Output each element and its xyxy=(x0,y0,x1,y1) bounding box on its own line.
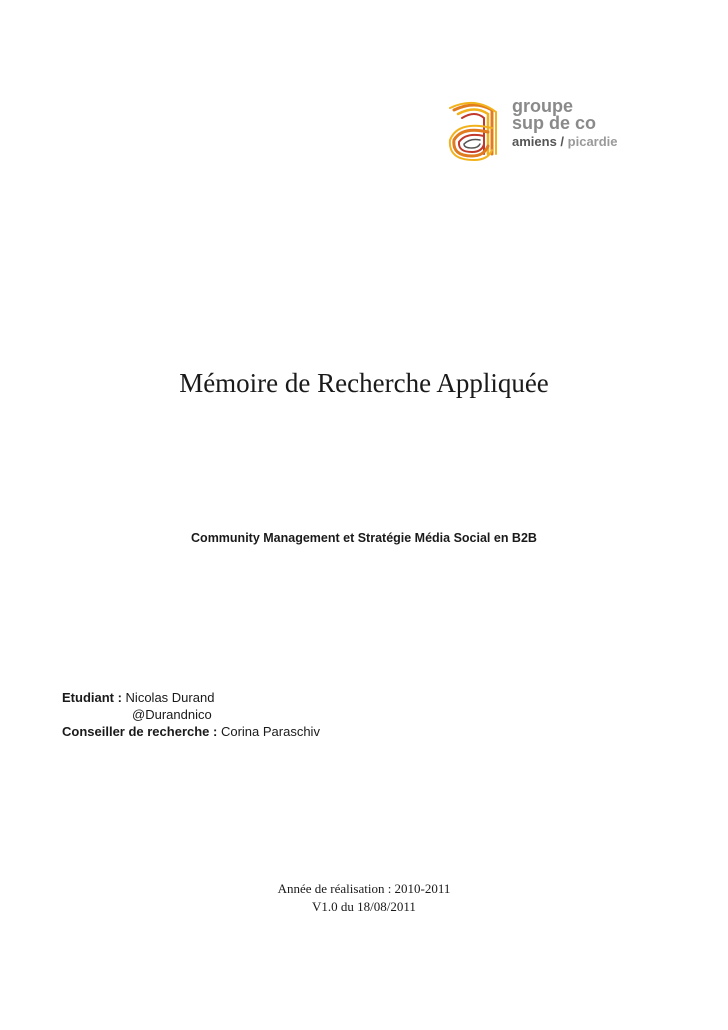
student-row xyxy=(62,689,320,706)
logo-slash: / xyxy=(556,134,568,149)
advisor-name: Corina Paraschiv xyxy=(220,724,320,739)
student-label: Etudiant : xyxy=(62,690,126,705)
logo-city: amiens xyxy=(512,134,557,149)
document-version: V1.0 du 18/08/2011 xyxy=(312,899,416,914)
academic-year: Année de réalisation : 2010-2011 xyxy=(277,881,451,896)
page-subtitle: Community Management et Stratégie Média Social en B2B xyxy=(191,531,537,545)
logo-region: picardie xyxy=(567,134,618,149)
logo-text xyxy=(512,98,618,150)
school-logo xyxy=(442,96,672,162)
footer xyxy=(0,880,728,916)
author-block xyxy=(62,689,320,740)
advisor-row xyxy=(62,723,320,740)
advisor-label: Conseiller de recherche : xyxy=(62,724,221,739)
student-name: Nicolas Durand xyxy=(125,690,215,705)
letter-a-logo-icon xyxy=(442,96,508,162)
logo-line-location xyxy=(512,133,618,150)
page-title: Mémoire de Recherche Appliquée xyxy=(179,368,549,398)
logo-line-groupe: groupe xyxy=(512,96,573,116)
logo-line-sup-de-co: sup de co xyxy=(512,113,597,133)
student-handle: @Durandnico xyxy=(132,707,212,722)
